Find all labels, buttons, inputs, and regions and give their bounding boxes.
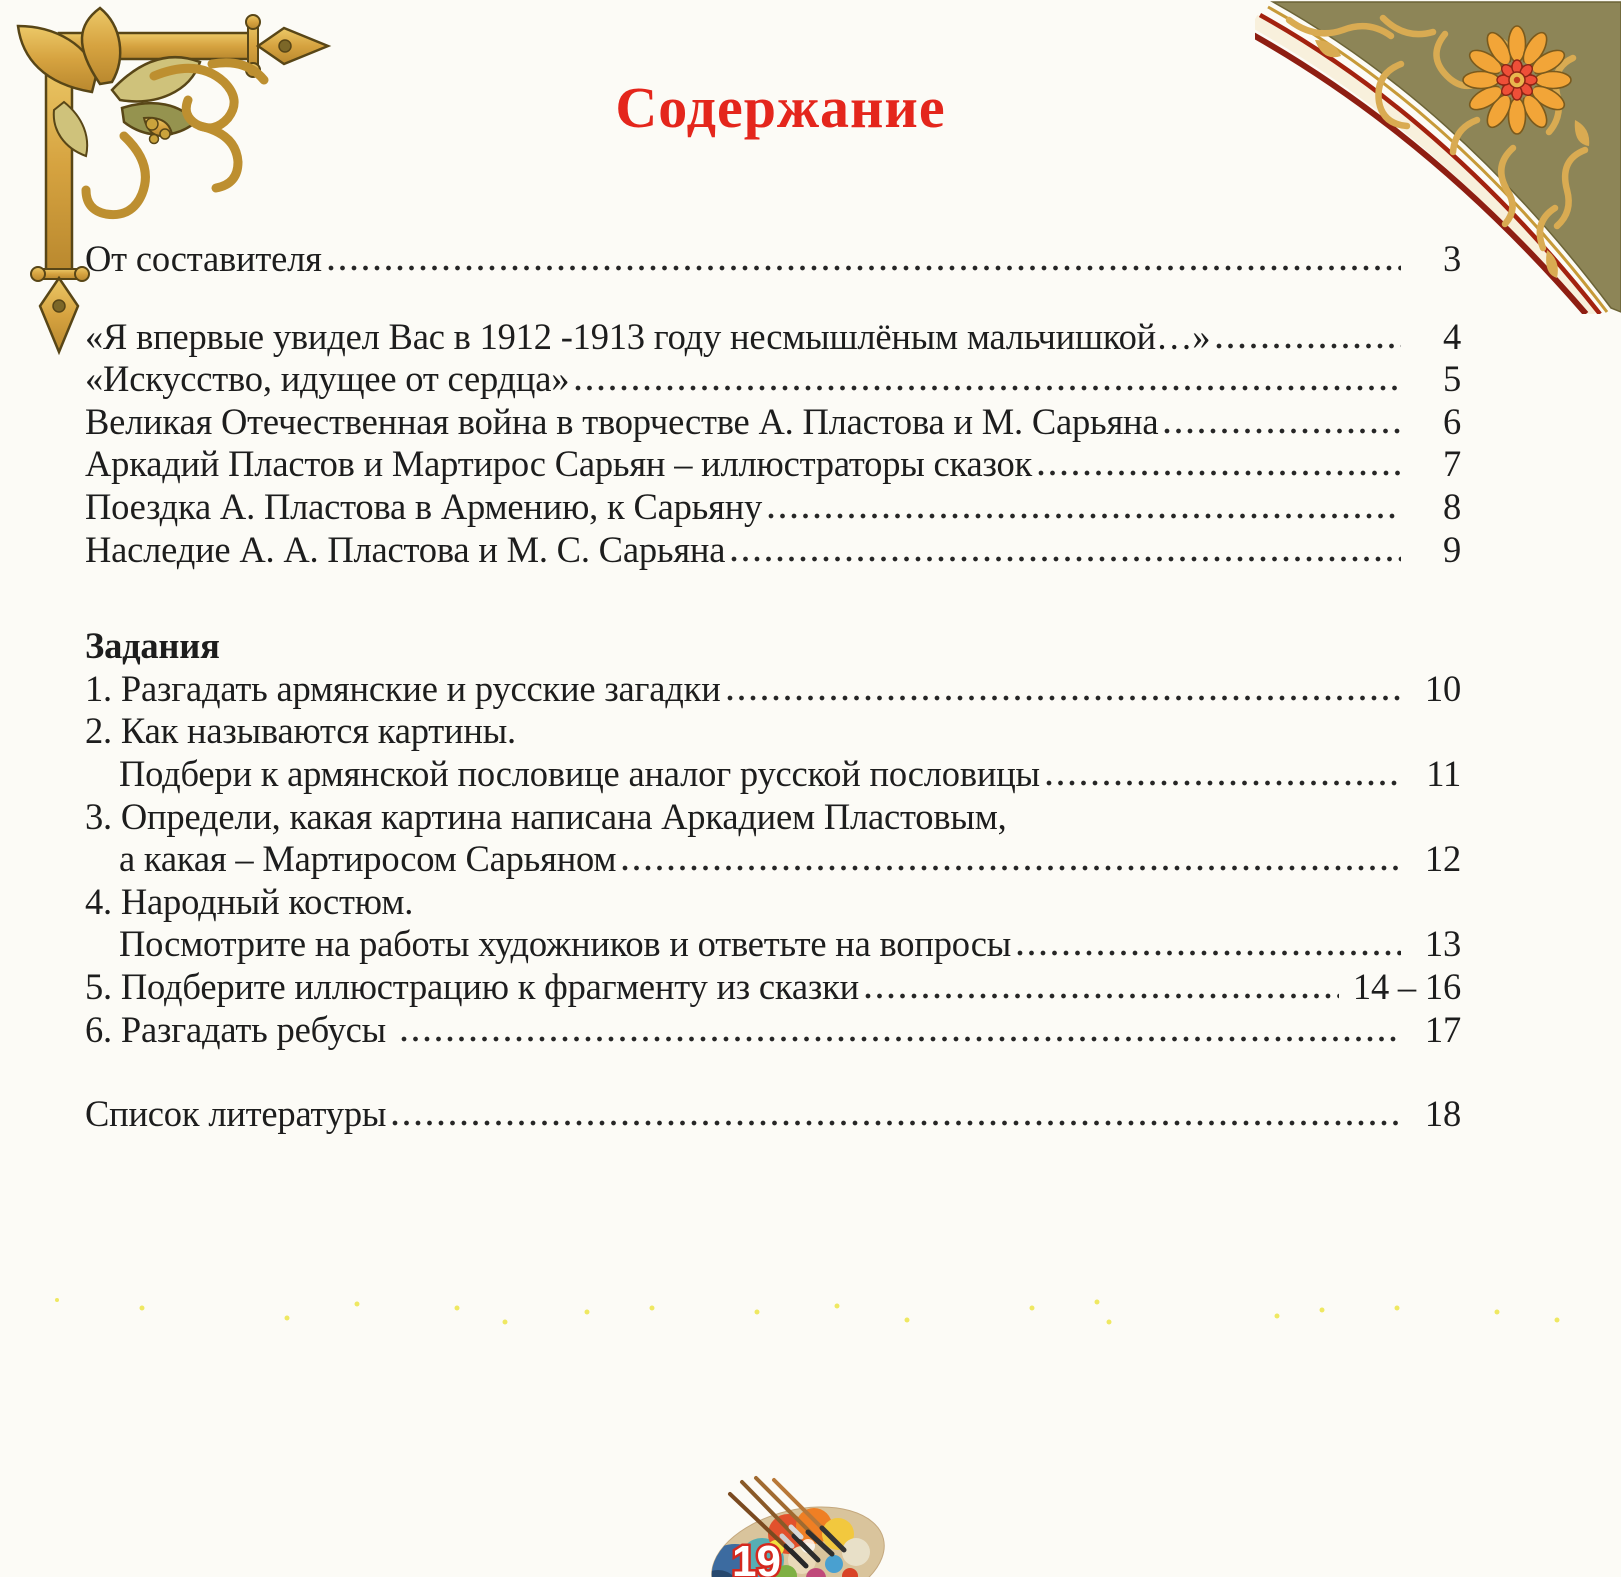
toc-row xyxy=(85,529,1461,572)
toc-page-number: 7 xyxy=(1442,443,1461,485)
toc-entry-text: Список литературы xyxy=(85,1093,387,1135)
dot-leader xyxy=(865,993,1339,999)
toc-entry-text: Задания xyxy=(85,625,220,667)
dot-leader xyxy=(768,513,1401,519)
toc-row xyxy=(85,796,1461,839)
toc-entry-text: От составителя xyxy=(85,238,322,279)
dot-leader xyxy=(401,1036,1401,1042)
toc-row xyxy=(85,238,1461,281)
toc-entry-text: «Искусство, идущее от сердца» xyxy=(85,358,570,400)
toc-page-number: 5 xyxy=(1442,358,1461,400)
toc-page-number: 3 xyxy=(1442,238,1461,279)
toc-page-number: 4 xyxy=(1442,315,1461,357)
toc-page-number: 10 xyxy=(1424,667,1461,709)
toc-row xyxy=(85,316,1461,359)
toc-entry-text: Посмотрите на работы художников и ответьте на вопросы xyxy=(119,923,1012,965)
toc-entry-text: Великая Отечественная война в творчестве А. Пластова и М. Сарьяна xyxy=(85,400,1159,442)
toc-entry-text: а какая – Мартиросом Сарьяном xyxy=(119,838,617,880)
toc-entry-text: Наследие А. А. Пластова и М. С. Сарьяна xyxy=(85,528,726,570)
toc-page-number: 18 xyxy=(1424,1093,1461,1135)
toc-entry-text: 3. Определи, какая картина написана Аркадием Пластовым, xyxy=(85,795,1007,837)
toc-row xyxy=(85,923,1461,966)
dot-leader xyxy=(1017,950,1401,956)
toc-page-number: 8 xyxy=(1442,485,1461,527)
toc-row xyxy=(85,1009,1461,1052)
toc-page-number: 6 xyxy=(1442,400,1461,442)
dot-leader xyxy=(392,1120,1401,1126)
toc-page-number: 9 xyxy=(1442,528,1461,570)
toc-entry-text: 4. Народный костюм. xyxy=(85,880,414,922)
toc-list xyxy=(85,238,1461,1136)
toc-page-number: 13 xyxy=(1424,923,1461,965)
toc-entry-text: 5. Подберите иллюстрацию к фрагменту из сказки xyxy=(85,965,859,1007)
toc-row xyxy=(85,710,1461,753)
toc-row xyxy=(85,881,1461,924)
dot-leader xyxy=(328,265,1401,271)
toc-page-number: 12 xyxy=(1424,838,1461,880)
toc-entry-text: Подбери к армянской пословице аналог русской пословицы xyxy=(119,752,1040,794)
page-title: Содержание xyxy=(615,75,946,140)
toc-entry-text: Поездка А. Пластова в Армению, к Сарьяну xyxy=(85,485,763,527)
dot-leader xyxy=(1046,780,1401,786)
toc-entry-text: 1. Разгадать армянские и русские загадки xyxy=(85,667,721,709)
toc-row xyxy=(85,668,1461,711)
toc-row xyxy=(85,838,1461,881)
toc-row xyxy=(85,486,1461,529)
toc-row xyxy=(85,625,1461,668)
dot-leader xyxy=(727,695,1401,701)
dot-leader xyxy=(575,385,1401,391)
toc-entry-text: «Я впервые увидел Вас в 1912 -1913 году несмышлёным мальчишкой…» xyxy=(85,315,1211,357)
toc-page-number: 11 xyxy=(1426,752,1461,794)
dot-leader xyxy=(1216,343,1401,349)
dot-leader xyxy=(731,556,1401,562)
speckles-decoration xyxy=(55,1298,59,1302)
toc-page-number: 17 xyxy=(1424,1008,1461,1050)
toc-row xyxy=(85,443,1461,486)
toc-row xyxy=(85,358,1461,401)
toc-row xyxy=(85,1093,1461,1136)
palette-icon xyxy=(690,1458,900,1577)
dot-leader xyxy=(622,865,1401,871)
dot-leader xyxy=(1164,428,1401,434)
toc-page-number: 14 – 16 xyxy=(1352,965,1461,1007)
toc-entry-text: Аркадий Пластов и Мартирос Сарьян – иллюстраторы сказок xyxy=(85,443,1033,485)
toc-entry-text: 6. Разгадать ребусы xyxy=(85,1008,395,1050)
page-number: 19 xyxy=(732,1537,781,1577)
toc-row xyxy=(85,401,1461,444)
toc-row xyxy=(85,753,1461,796)
dot-leader xyxy=(1038,470,1401,476)
toc-entry-text: 2. Как называются картины. xyxy=(85,710,516,752)
toc-row xyxy=(85,966,1461,1009)
